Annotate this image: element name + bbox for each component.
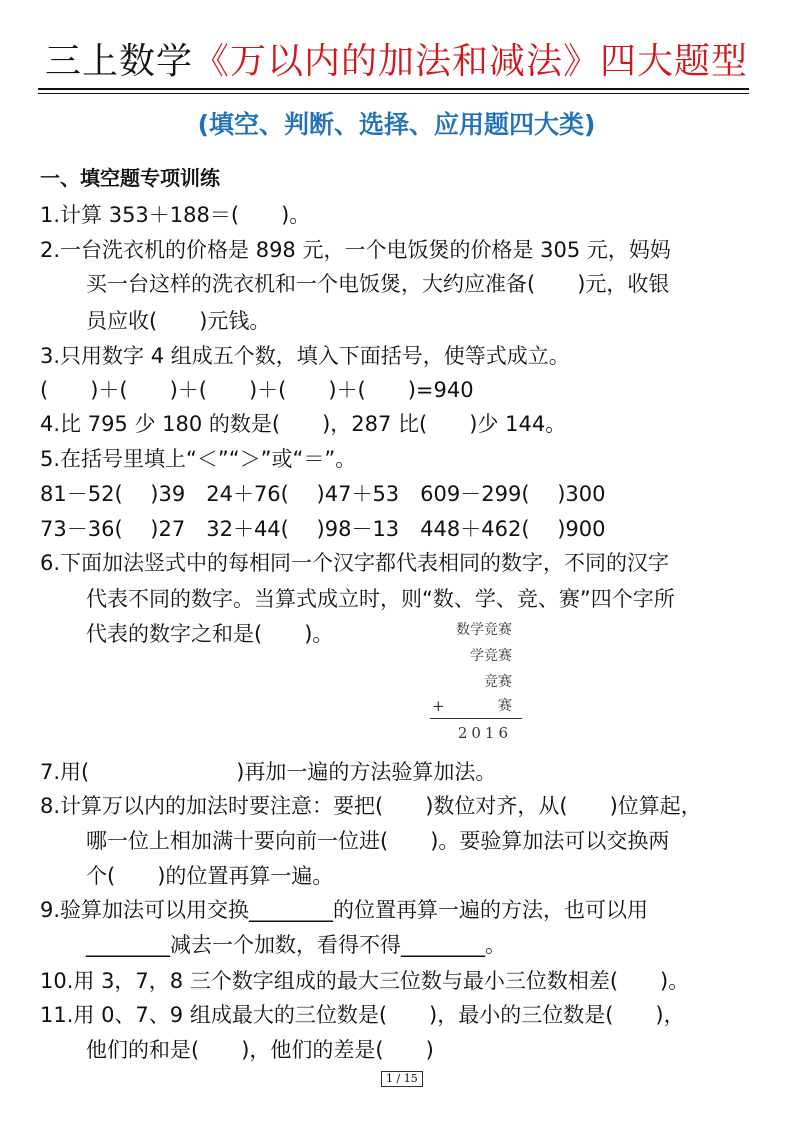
title-rule-thick [38,88,749,90]
question-3-equation: ( )＋( )＋( )＋( )＋( )=940 [40,378,474,402]
title-grade: 三上数学 [44,41,193,82]
addend-2: 学竞赛 [470,648,512,664]
question-1: 1.计算 353＋188＝( )。 [40,203,311,227]
question-3: 3.只用数字 4 组成五个数，填入下面括号，使等式成立。 [40,344,570,368]
question-4: 4.比 795 少 180 的数是( )，287 比( )少 144。 [40,412,567,436]
page-title [0,40,793,84]
addend-4: 赛 [498,698,512,714]
question-8-line-2: 哪一位上相加满十要向前一位进( )。要验算加法可以交换两 [86,829,670,853]
question-5-row-1: 81－52( )39 24＋76( )47＋53 609－299( )300 [40,482,606,506]
question-6-line-2: 代表不同的数字。当算式成立时，则“数、学、竞、赛”四个字所 [86,587,675,611]
question-10: 10.用 3，7，8 三个数字组成的最大三位数与最小三位数相差( )。 [40,969,690,993]
question-9-line-2: ________减去一个加数，看得不得________。 [86,933,506,957]
sum-rule [430,718,522,719]
question-8-line-1: 8.计算万以内的加法时要注意：要把( )数位对齐，从( )位算起， [40,794,702,818]
question-11-line-2: 他们的和是( )，他们的差是( ) [86,1038,434,1062]
page-subtitle: (填空、判断、选择、应用题四大类) [197,110,596,139]
vertical-addition [422,618,522,748]
question-5: 5.在括号里填上“＜”“＞”或“＝”。 [40,447,357,471]
question-9-line-1: 9.验算加法可以用交换________的位置再算一遍的方法，也可以用 [40,898,649,922]
title-rule-thin [38,93,749,94]
title-topic: 《万以内的加法和减法》四大题型 [193,41,749,82]
question-5-row-2: 73－36( )27 32＋44( )98－13 448＋462( )900 [40,517,606,541]
question-2-line-2: 买一台这样的洗衣机和一个电饭煲，大约应准备( )元，收银 [86,272,670,296]
question-2-line-1: 2.一台洗衣机的价格是 898 元，一个电饭煲的价格是 305 元，妈妈 [40,238,671,262]
addend-3: 竞赛 [484,674,512,690]
section-heading: 一、填空题专项训练 [40,166,220,190]
question-8-line-3: 个( )的位置再算一遍。 [86,864,334,888]
question-6-line-3: 代表的数字之和是( )。 [86,622,334,646]
page-number: 1 / 15 [381,1071,423,1087]
question-2-line-3: 员应收( )元钱。 [86,309,271,333]
plus-sign: + [432,697,445,715]
addend-1: 数学竞赛 [456,622,512,638]
question-7: 7.用( )再加一遍的方法验算加法。 [40,760,497,784]
question-11-line-1: 11.用 0、7、9 组成最大的三位数是( )，最小的三位数是( )， [40,1003,685,1027]
question-6-line-1: 6.下面加法竖式中的每相同一个汉字都代表相同的数字，不同的汉字 [40,551,670,575]
sum-result: 2016 [457,724,512,742]
